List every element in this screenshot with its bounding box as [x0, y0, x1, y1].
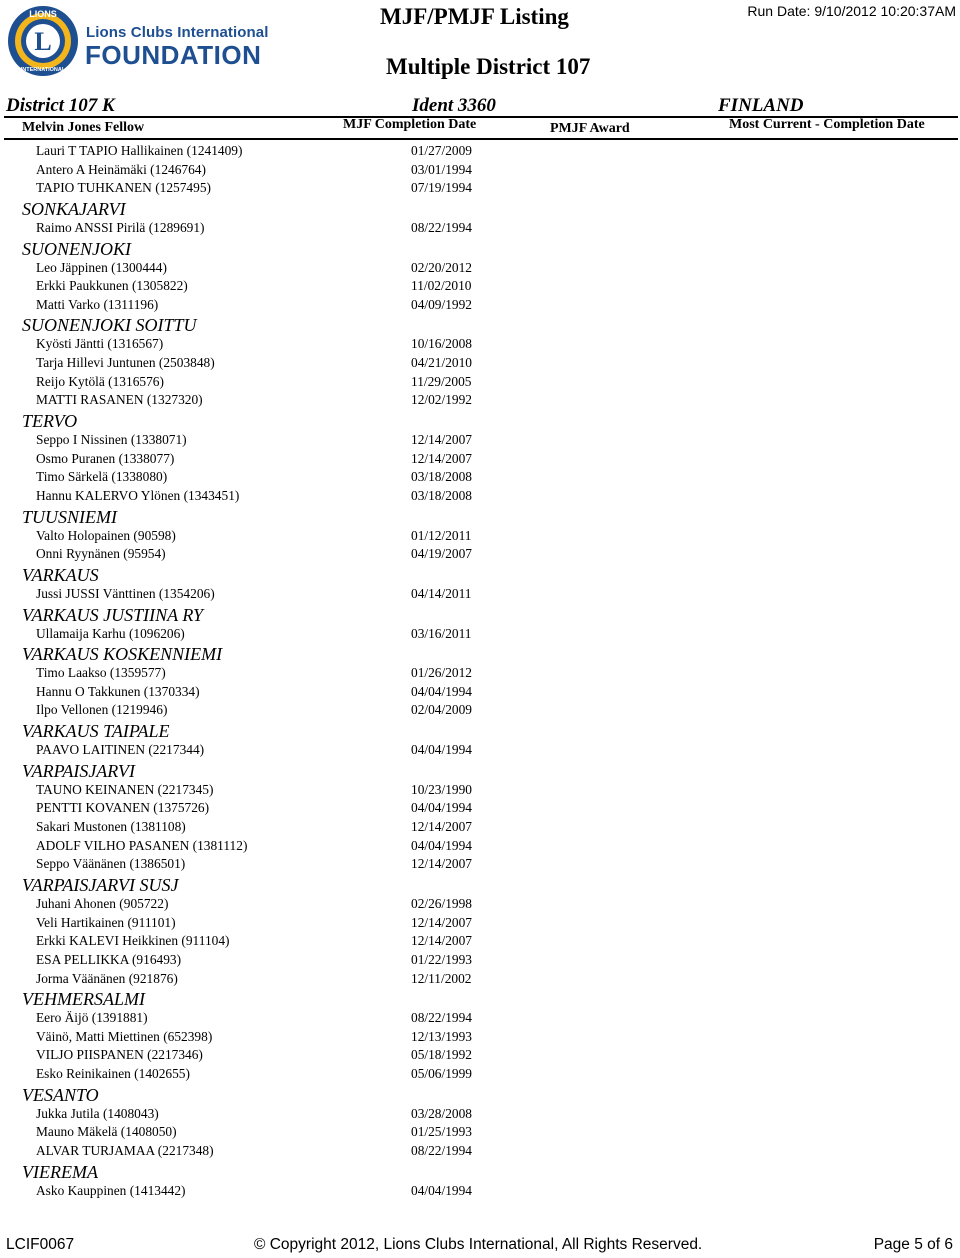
- club-name: TUUSNIEMI: [22, 506, 117, 527]
- club-heading: [0, 198, 960, 219]
- mjf-completion-date: 05/06/1999: [411, 1066, 473, 1082]
- fellow-row: [0, 1182, 960, 1201]
- club-heading: [0, 1161, 960, 1182]
- fellow-row: [0, 179, 960, 198]
- fellow-row: [0, 799, 960, 818]
- fellow-name: PAAVO LAITINEN (2217344): [36, 742, 205, 758]
- mjf-completion-date: 02/20/2012: [411, 259, 473, 275]
- mjf-completion-date: 01/27/2009: [411, 143, 473, 158]
- club-name: TERVO: [22, 411, 78, 432]
- club-heading: [0, 506, 960, 527]
- fellow-row: [0, 277, 960, 296]
- mjf-completion-date: 03/16/2011: [411, 625, 472, 641]
- fellow-name: Timo Särkelä (1338080): [36, 469, 168, 485]
- fellow-name: Juhani Ahonen (905722): [36, 895, 169, 911]
- fellow-row: [0, 970, 960, 989]
- logo-line-1: Lions Clubs International: [86, 24, 269, 41]
- fellow-row: [0, 625, 960, 644]
- mjf-completion-date: 04/21/2010: [411, 355, 473, 371]
- fellow-row: [0, 1123, 960, 1142]
- fellow-row: [0, 837, 960, 856]
- svg-text:LIONS: LIONS: [29, 9, 57, 19]
- fellow-row: [0, 354, 960, 373]
- fellow-name: Erkki KALEVI Heikkinen (911104): [36, 933, 230, 949]
- fellow-name: Ullamaija Karhu (1096206): [36, 625, 185, 641]
- fellow-name: Eero Äijö (1391881): [36, 1010, 148, 1026]
- club-name: VARKAUS TAIPALE: [22, 721, 170, 742]
- fellow-row: [0, 161, 960, 180]
- fellow-row: [0, 527, 960, 546]
- mjf-completion-date: 04/14/2011: [411, 585, 472, 601]
- fellow-name: Seppo Väänänen (1386501): [36, 856, 186, 872]
- fellow-row: [0, 450, 960, 469]
- mjf-completion-date: 07/19/1994: [411, 180, 473, 196]
- fellow-name: VILJO PIISPANEN (2217346): [36, 1047, 203, 1063]
- mjf-completion-date: 04/19/2007: [411, 546, 473, 562]
- mjf-completion-date: 03/18/2008: [411, 487, 473, 503]
- mjf-completion-date: 08/22/1994: [411, 1142, 473, 1158]
- fellow-name: Hannu KALERVO Ylönen (1343451): [36, 487, 240, 503]
- mjf-completion-date: 04/04/1994: [411, 800, 473, 816]
- club-heading: [0, 1084, 960, 1105]
- club-name: VARPAISJARVI: [22, 760, 135, 781]
- fellow-name: Matti Varko (1311196): [36, 296, 159, 312]
- mjf-completion-date: 01/12/2011: [411, 527, 472, 543]
- club-name: SUONENJOKI SOITTU: [22, 315, 197, 336]
- mjf-completion-date: 04/04/1994: [411, 683, 473, 699]
- mjf-completion-date: 12/14/2007: [411, 933, 473, 949]
- fellow-name: Seppo I Nissinen (1338071): [36, 432, 187, 448]
- mjf-completion-date: 12/14/2007: [411, 914, 473, 930]
- mjf-completion-date: 02/04/2009: [411, 702, 473, 718]
- club-heading: [0, 410, 960, 431]
- fellow-name: MATTI RASANEN (1327320): [36, 392, 203, 408]
- fellow-name: Antero A Heinämäki (1246764): [36, 161, 206, 177]
- fellow-listing: [0, 142, 960, 1200]
- run-date: Run Date: 9/10/2012 10:20:37AM: [747, 3, 956, 19]
- club-heading: [0, 988, 960, 1009]
- report-title: MJF/PMJF Listing: [380, 4, 569, 29]
- mjf-completion-date: 11/29/2005: [411, 373, 472, 389]
- fellow-row: [0, 1105, 960, 1124]
- fellow-row: [0, 701, 960, 720]
- fellow-name: Osmo Puranen (1338077): [36, 450, 175, 466]
- fellow-row: [0, 1065, 960, 1084]
- col-header-fellow: Melvin Jones Fellow: [22, 120, 145, 135]
- mjf-completion-date: 12/14/2007: [411, 432, 473, 448]
- col-header-current: Most Current - Completion Date: [729, 117, 925, 132]
- fellow-row: [0, 855, 960, 874]
- fellow-row: [0, 781, 960, 800]
- fellow-name: ALVAR TURJAMAA (2217348): [36, 1142, 214, 1158]
- club-name: VESANTO: [22, 1084, 99, 1105]
- fellow-name: Jukka Jutila (1408043): [36, 1105, 159, 1121]
- mjf-completion-date: 03/18/2008: [411, 469, 473, 485]
- fellow-row: [0, 818, 960, 837]
- club-heading: [0, 643, 960, 664]
- club-name: VARKAUS JUSTIINA RY: [22, 604, 203, 625]
- fellow-row: [0, 585, 960, 604]
- fellow-row: [0, 142, 960, 161]
- fellow-name: Onni Ryynänen (95954): [36, 546, 166, 562]
- fellow-name: Väinö, Matti Miettinen (652398): [36, 1028, 213, 1044]
- fellow-row: [0, 664, 960, 683]
- logo-line-2: FOUNDATION: [85, 40, 262, 70]
- club-heading: [0, 720, 960, 741]
- mjf-completion-date: 10/16/2008: [411, 336, 473, 352]
- club-name: VARKAUS: [22, 564, 99, 585]
- fellow-name: Veli Hartikainen (911101): [36, 914, 176, 930]
- fellow-row: [0, 296, 960, 315]
- mjf-completion-date: 03/28/2008: [411, 1105, 473, 1121]
- mjf-completion-date: 12/14/2007: [411, 819, 473, 835]
- lions-emblem-icon: [6, 4, 80, 78]
- header-rule-bottom: [4, 138, 958, 140]
- fellow-name: TAPIO TUHKANEN (1257495): [36, 180, 211, 196]
- fellow-name: Kyösti Jäntti (1316567): [36, 336, 164, 352]
- mjf-completion-date: 03/01/1994: [411, 161, 473, 177]
- fellow-name: Hannu O Takkunen (1370334): [36, 683, 200, 699]
- fellow-row: [0, 487, 960, 506]
- club-heading: [0, 238, 960, 259]
- ident-label: Ident 3360: [412, 95, 496, 116]
- mjf-completion-date: 12/11/2002: [411, 970, 472, 986]
- mjf-completion-date: 10/23/1990: [411, 781, 473, 797]
- mjf-completion-date: 01/26/2012: [411, 665, 473, 681]
- mjf-completion-date: 04/04/1994: [411, 742, 473, 758]
- svg-text:INTERNATIONAL: INTERNATIONAL: [20, 67, 66, 73]
- svg-text:L: L: [34, 27, 52, 56]
- club-heading: [0, 874, 960, 895]
- fellow-row: [0, 951, 960, 970]
- mjf-completion-date: 12/02/1992: [411, 392, 473, 408]
- mjf-completion-date: 01/22/1993: [411, 951, 473, 967]
- club-name: SONKAJARVI: [22, 198, 126, 219]
- fellow-name: ADOLF VILHO PASANEN (1381112): [36, 837, 248, 853]
- fellow-name: Ilpo Vellonen (1219946): [36, 702, 168, 718]
- fellow-row: [0, 545, 960, 564]
- club-heading: [0, 604, 960, 625]
- club-name: VIEREMA: [22, 1161, 98, 1182]
- fellow-row: [0, 1046, 960, 1065]
- mjf-completion-date: 04/04/1994: [411, 837, 473, 853]
- mjf-completion-date: 02/26/1998: [411, 895, 473, 911]
- fellow-name: Valto Holopainen (90598): [36, 527, 176, 543]
- fellow-row: [0, 741, 960, 760]
- fellow-name: Erkki Paukkunen (1305822): [36, 278, 188, 294]
- fellow-name: Mauno Mäkelä (1408050): [36, 1124, 177, 1140]
- copyright-notice: © Copyright 2012, Lions Clubs International, All Rights Reserved.: [254, 1236, 703, 1253]
- fellow-name: TAUNO KEINANEN (2217345): [36, 781, 214, 797]
- mjf-completion-date: 12/14/2007: [411, 856, 473, 872]
- fellow-name: Tarja Hillevi Juntunen (2503848): [36, 355, 215, 371]
- club-name: VARPAISJARVI SUSJ: [22, 874, 179, 895]
- country-label: FINLAND: [718, 95, 804, 116]
- mjf-completion-date: 08/22/1994: [411, 1010, 473, 1026]
- fellow-row: [0, 219, 960, 238]
- mjf-completion-date: 04/04/1994: [411, 1182, 473, 1198]
- page-number: Page 5 of 6: [873, 1236, 953, 1253]
- fellow-row: [0, 431, 960, 450]
- fellow-name: PENTTI KOVANEN (1375726): [36, 800, 210, 816]
- fellow-name: Raimo ANSSI Pirilä (1289691): [36, 219, 205, 235]
- fellow-row: [0, 468, 960, 487]
- club-name: VARKAUS KOSKENNIEMI: [22, 644, 223, 665]
- fellow-name: Lauri T TAPIO Hallikainen (1241409): [36, 143, 243, 158]
- fellow-name: ESA PELLIKKA (916493): [36, 951, 182, 967]
- mjf-completion-date: 05/18/1992: [411, 1047, 473, 1063]
- mjf-completion-date: 12/14/2007: [411, 450, 473, 466]
- fellow-row: [0, 1142, 960, 1161]
- mjf-completion-date: 04/09/1992: [411, 296, 473, 312]
- fellow-row: [0, 391, 960, 410]
- fellow-row: [0, 895, 960, 914]
- form-code: LCIF0067: [6, 1236, 75, 1253]
- fellow-name: Jorma Väänänen (921876): [36, 970, 178, 986]
- fellow-row: [0, 1028, 960, 1047]
- mjf-completion-date: 12/13/1993: [411, 1028, 473, 1044]
- club-heading: [0, 314, 960, 335]
- fellow-row: [0, 259, 960, 278]
- fellow-name: Sakari Mustonen (1381108): [36, 819, 186, 835]
- mjf-completion-date: 11/02/2010: [411, 278, 472, 294]
- fellow-row: [0, 914, 960, 933]
- club-heading: [0, 760, 960, 781]
- fellow-row: [0, 373, 960, 392]
- col-header-pmjf: PMJF Award: [550, 121, 630, 136]
- district-label: District 107 K: [6, 95, 115, 116]
- report-subtitle: Multiple District 107: [386, 54, 591, 79]
- fellow-row: [0, 932, 960, 951]
- fellow-name: Timo Laakso (1359577): [36, 665, 166, 681]
- club-heading: [0, 564, 960, 585]
- fellow-row: [0, 335, 960, 354]
- fellow-name: Asko Kauppinen (1413442): [36, 1182, 186, 1198]
- fellow-name: Reijo Kytölä (1316576): [36, 373, 164, 389]
- club-name: SUONENJOKI: [22, 238, 131, 259]
- mjf-completion-date: 08/22/1994: [411, 219, 473, 235]
- fellow-name: Leo Jäppinen (1300444): [36, 259, 167, 275]
- mjf-completion-date: 01/25/1993: [411, 1124, 473, 1140]
- fellow-row: [0, 1009, 960, 1028]
- club-name: VEHMERSALMI: [22, 989, 145, 1010]
- fellow-row: [0, 683, 960, 702]
- col-header-mjf-date: MJF Completion Date: [343, 117, 477, 132]
- fellow-name: Esko Reinikainen (1402655): [36, 1066, 190, 1082]
- lcif-logo: [6, 4, 296, 78]
- fellow-name: Jussi JUSSI Vänttinen (1354206): [36, 585, 215, 601]
